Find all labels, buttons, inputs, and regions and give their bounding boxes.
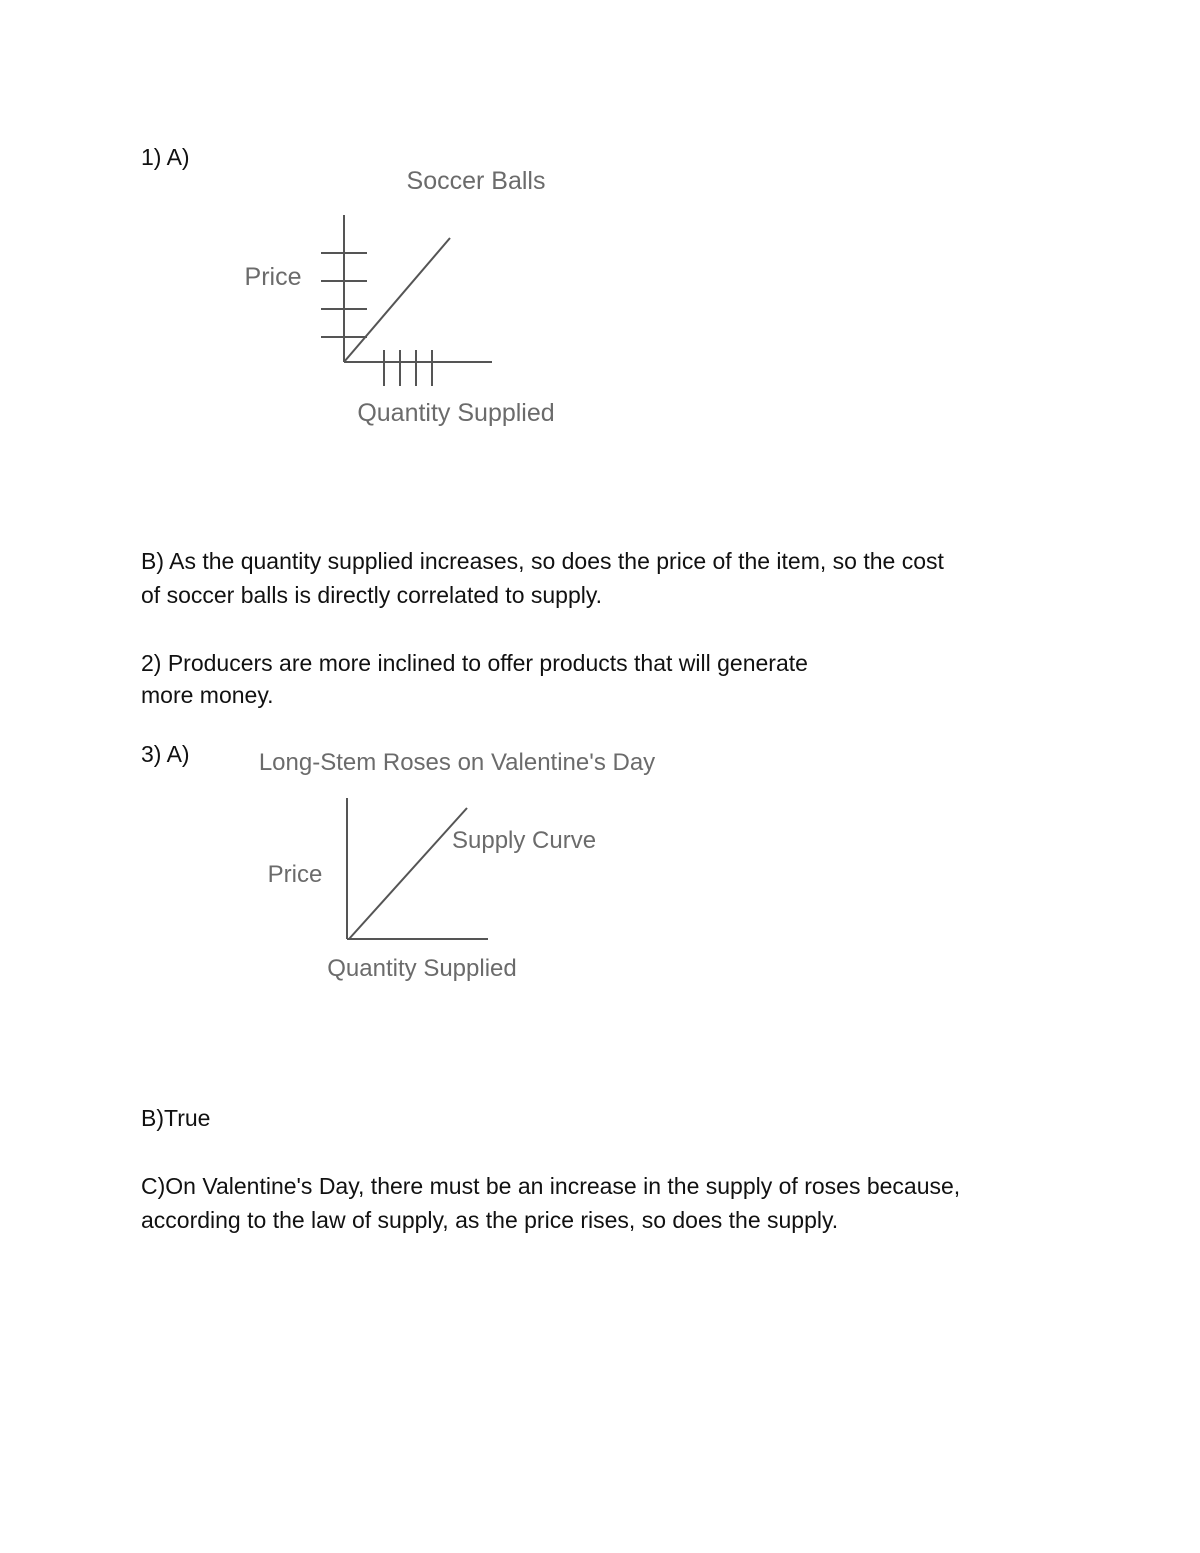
q1-b-line1: B) As the quantity supplied increases, so does the price of the item, so the cost (141, 548, 944, 574)
q1-a-label: 1) A) (141, 144, 190, 170)
chart2-annotation: Supply Curve (452, 827, 597, 854)
q3-a-label: 3) A) (141, 741, 190, 767)
q2-line2: more money. (141, 682, 274, 708)
chart1-xlabel: Quantity Supplied (357, 399, 555, 427)
q3-c-line1: C)On Valentine's Day, there must be an increase in the supply of roses because, (141, 1173, 961, 1199)
chart1-title: Soccer Balls (406, 167, 546, 195)
chart2-xlabel: Quantity Supplied (327, 955, 517, 982)
q1-b-line2: of soccer balls is directly correlated to supply. (141, 582, 603, 608)
q3-b-answer: B)True (141, 1105, 211, 1131)
chart2-supply-line (349, 808, 467, 939)
q2-line1: 2) Producers are more inclined to offer products that will generate (141, 650, 808, 676)
chart1-ylabel: Price (244, 263, 302, 291)
chart2-title: Long-Stem Roses on Valentine's Day (258, 749, 656, 776)
q3-c-line2: according to the law of supply, as the price rises, so does the supply. (141, 1207, 839, 1233)
chart2-ylabel: Price (267, 861, 323, 888)
